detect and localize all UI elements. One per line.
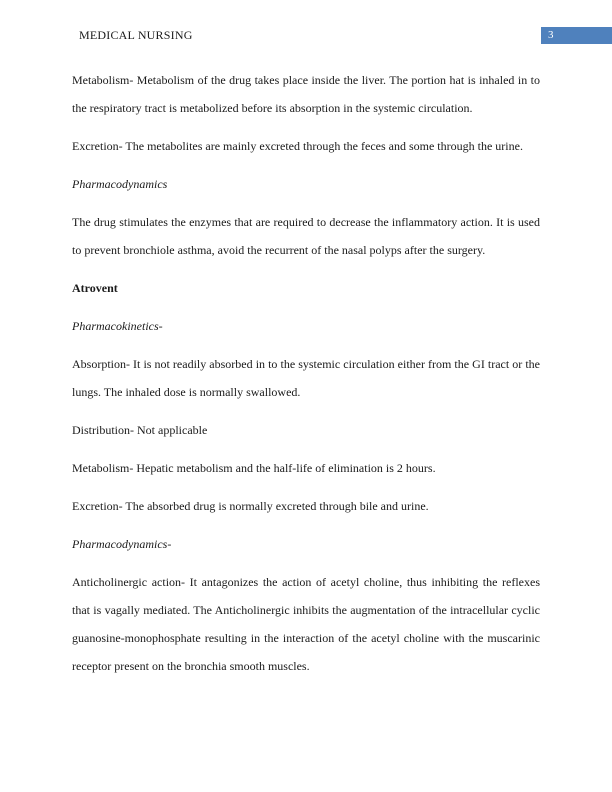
paragraph-excretion: Excretion- The metabolites are mainly excreted through the feces and some through the urine. xyxy=(72,139,523,153)
running-header-title: MEDICAL NURSING xyxy=(79,28,193,42)
paragraph-metabolism: Metabolism- Metabolism of the drug takes place inside the liver. The portion hat is inhaled in to the respiratory tract is metabolized before its absorption in the systemic circulation. xyxy=(72,73,540,115)
subheading-pharmacodynamics-2: Pharmacodynamics- xyxy=(72,537,172,551)
paragraph-absorption: Absorption- It is not readily absorbed in to the systemic circulation either from the GI tract or the lungs. The inhaled dose is normally swallowed. xyxy=(72,357,540,399)
paragraph-pharmacodynamics: The drug stimulates the enzymes that are required to decrease the inflammatory action. It is used to prevent bronchiole asthma, avoid the recurrent of the nasal polyps after the surgery. xyxy=(72,215,540,257)
paragraph-distribution: Distribution- Not applicable xyxy=(72,423,208,437)
subheading-pharmacokinetics: Pharmacokinetics- xyxy=(72,319,163,333)
paragraph-excretion-bile: Excretion- The absorbed drug is normally excreted through bile and urine. xyxy=(72,499,429,513)
page-number-badge: 3 xyxy=(541,27,612,44)
heading-atrovent: Atrovent xyxy=(72,281,118,295)
subheading-pharmacodynamics: Pharmacodynamics xyxy=(72,177,168,191)
document-body xyxy=(72,66,540,680)
paragraph-hepatic-metabolism: Metabolism- Hepatic metabolism and the half-life of elimination is 2 hours. xyxy=(72,461,436,475)
paragraph-anticholinergic: Anticholinergic action- It antagonizes the action of acetyl choline, thus inhibiting the reflexes that is vagally mediated. The Anticholinergic inhibits the augmentation of the intracellular cyclic guanosine-monophosphate resulting in the interaction of the acetyl choline with the muscarinic receptor present on the bronchia smooth muscles. xyxy=(72,575,540,673)
